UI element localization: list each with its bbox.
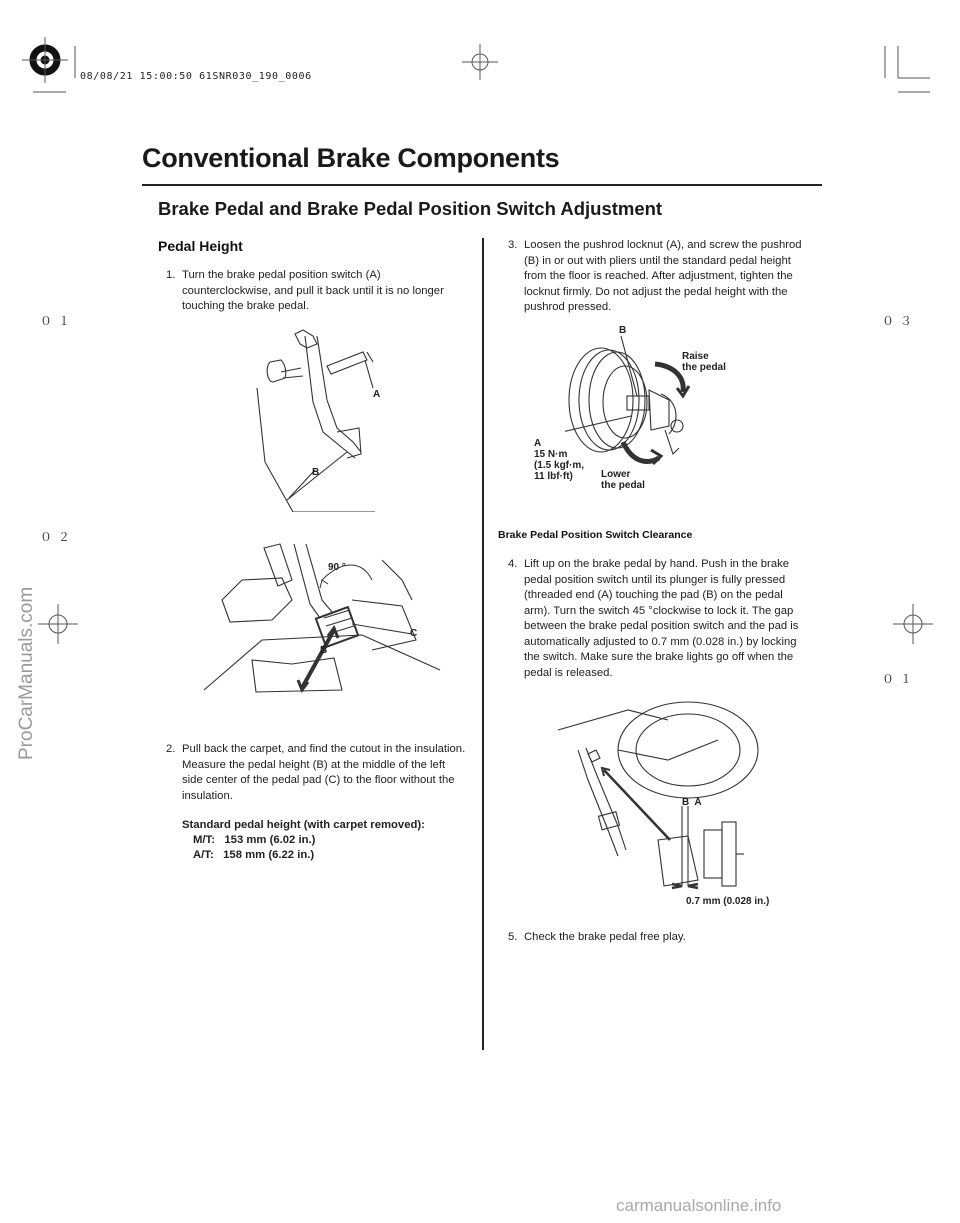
step-text: Pull back the carpet, and find the cutout in the insulation. Measure the pedal height (B) at the middle of the left side center of the pedal pad (C) to the floor without the insulation.	[182, 743, 466, 802]
watermark: ProCarManuals.com	[16, 586, 37, 760]
footer-watermark: carmanualsonline.info	[616, 1196, 782, 1215]
step-number: 1.	[166, 269, 176, 281]
step-number: 2.	[166, 743, 176, 755]
print-stamp: 08/08/21 15:00:50 61SNR030_190_0006	[80, 71, 312, 82]
fig3-label-raise: Raise the pedal	[682, 351, 726, 373]
pedal-pad-figure	[202, 540, 442, 705]
step-4	[508, 557, 808, 681]
fig1-label-a: A	[373, 389, 381, 400]
margin-code-left-mid: ０２	[40, 530, 77, 544]
fig4-label-ba: B A	[682, 797, 702, 808]
title-divider	[142, 184, 822, 186]
step-1	[166, 268, 466, 315]
step-text: Loosen the pushrod locknut (A), and screw the pushrod (B) in or out with pliers until the standard pedal height from the floor is reached. After adjustment, tighten the locknut firmly. Do not adjust the pedal height with the pushrod pressed.	[524, 239, 802, 313]
margin-code-right-mid: ０１	[882, 672, 919, 686]
fig2-label-angle: 90 °	[328, 562, 346, 573]
margin-code-right-top: ０３	[882, 314, 919, 328]
registration-target-icon	[22, 37, 68, 83]
spec-at: A/T: 158 mm (6.22 in.)	[193, 849, 315, 861]
column-divider	[482, 238, 484, 1050]
step-5	[508, 930, 808, 946]
crosshair-icon	[38, 604, 78, 644]
fig2-label-b: B	[320, 645, 328, 656]
margin-code-left-top: ０１	[40, 314, 77, 328]
fig2-label-c: C	[410, 628, 418, 639]
pedal-side-figure	[255, 322, 425, 512]
fig3-label-torque: A 15 N·m (1.5 kgf·m, 11 lbf·ft)	[534, 438, 585, 482]
step-number: 4.	[508, 558, 518, 570]
step-number: 5.	[508, 931, 518, 943]
crosshair-icon	[893, 604, 933, 644]
spec-mt: M/T: 153 mm (6.02 in.)	[193, 834, 316, 846]
step-text: Turn the brake pedal position switch (A) counterclockwise, and pull it back until it is no longer touching the brake pedal.	[182, 269, 444, 312]
spec-heading: Standard pedal height (with carpet removed):	[182, 819, 425, 831]
fig3-label-lower: Lower the pedal	[601, 469, 645, 491]
switch-clearance-figure	[548, 690, 778, 900]
crosshair-icon	[462, 44, 498, 80]
step-3	[508, 238, 808, 316]
section-title: Brake Pedal and Brake Pedal Position Switch Adjustment	[158, 198, 663, 219]
page-title: Conventional Brake Components	[142, 143, 560, 173]
fig3-label-b: B	[619, 325, 627, 336]
step-text: Lift up on the brake pedal by hand. Push in the brake pedal position switch until its plunger is fully pressed (threaded end (A) touching the pad (B) on the pedal arm). Turn the switch 45 °clockwise to lock it. The gap between the brake pedal position switch and the pad is automatically adjusted to 0.7 mm (0.028 in.) by locking the switch. Make sure the brake lights go off when the pedal is released.	[524, 558, 799, 679]
fig1-label-b: B	[312, 467, 320, 478]
step-text: Check the brake pedal free play.	[524, 931, 686, 943]
figure-caption: Brake Pedal Position Switch Clearance	[498, 529, 693, 541]
subhead-pedal-height: Pedal Height	[158, 238, 243, 254]
step-number: 3.	[508, 239, 518, 251]
step-2	[166, 742, 466, 804]
fig4-label-gap: 0.7 mm (0.028 in.)	[686, 896, 770, 907]
